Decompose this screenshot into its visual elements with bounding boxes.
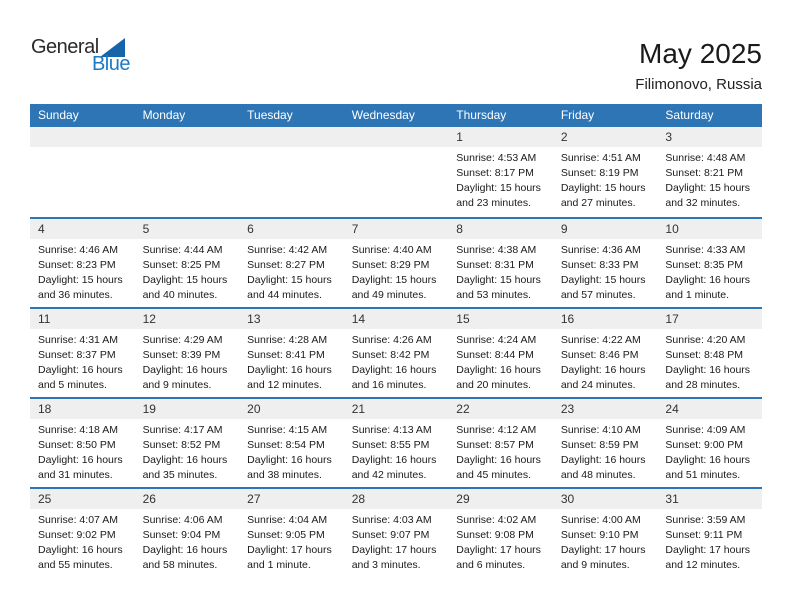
- day-detail-line: Sunset: 9:08 PM: [456, 529, 534, 541]
- day-cell: [448, 509, 553, 573]
- general-blue-logo: [31, 37, 131, 74]
- day-cell: [239, 509, 344, 573]
- day-details-band: [30, 419, 762, 483]
- week-row: [30, 307, 762, 397]
- day-detail-line: and 49 minutes.: [351, 289, 427, 301]
- day-detail-line: Sunrise: 4:18 AM: [38, 424, 118, 436]
- day-number: 24: [665, 402, 679, 416]
- day-detail-line: Sunset: 8:17 PM: [456, 167, 534, 179]
- day-cell: [448, 329, 553, 393]
- day-detail-line: and 20 minutes.: [456, 379, 531, 391]
- day-cell: [657, 509, 762, 573]
- day-detail-line: Sunset: 8:23 PM: [38, 259, 116, 271]
- day-detail-line: Sunset: 8:25 PM: [142, 259, 221, 271]
- day-cell: [657, 329, 762, 393]
- day-details-band: [30, 509, 762, 573]
- day-number: 19: [142, 402, 156, 416]
- day-number: 1: [456, 130, 463, 144]
- day-detail-line: Sunrise: 4:04 AM: [247, 514, 328, 526]
- day-cell: [135, 329, 240, 393]
- day-detail-line: Daylight: 15 hours: [351, 274, 437, 286]
- day-number: 8: [456, 222, 463, 236]
- day-detail-line: Sunrise: 4:38 AM: [456, 244, 537, 256]
- day-detail-line: and 38 minutes.: [247, 469, 322, 481]
- day-number: 14: [351, 312, 366, 326]
- day-number: 22: [456, 402, 470, 416]
- day-cell: [344, 419, 449, 483]
- day-detail-line: and 1 minute.: [247, 559, 311, 571]
- day-detail-line: Sunset: 9:11 PM: [665, 529, 743, 541]
- day-detail-line: Daylight: 15 hours: [560, 182, 646, 194]
- day-cell: [344, 239, 449, 303]
- day-detail-line: Sunset: 8:48 PM: [665, 349, 744, 361]
- day-cell: [135, 419, 240, 483]
- day-detail-line: Daylight: 16 hours: [456, 454, 541, 466]
- day-cell: [553, 329, 658, 393]
- day-detail-line: Sunrise: 3:59 AM: [665, 514, 746, 526]
- day-number: 13: [247, 312, 261, 326]
- day-number: 25: [38, 492, 52, 506]
- calendar: [30, 104, 762, 577]
- day-detail-line: Daylight: 16 hours: [665, 364, 751, 376]
- day-detail-line: Daylight: 16 hours: [247, 454, 332, 466]
- day-detail-line: Sunset: 9:05 PM: [247, 529, 325, 541]
- weekday-header-friday: Friday: [560, 108, 595, 122]
- day-detail-line: Sunrise: 4:20 AM: [665, 334, 746, 346]
- weekday-header-monday: Monday: [142, 108, 186, 122]
- day-number-band: [30, 489, 762, 509]
- empty-day-number: [30, 127, 135, 147]
- day-number: 16: [560, 312, 575, 326]
- day-detail-line: Sunset: 8:37 PM: [38, 349, 116, 361]
- calendar-weeks: [30, 127, 762, 577]
- day-detail-line: and 51 minutes.: [665, 469, 741, 481]
- day-detail-line: Sunrise: 4:28 AM: [247, 334, 328, 346]
- day-detail-line: and 5 minutes.: [38, 379, 107, 391]
- day-number-band: [30, 219, 762, 239]
- day-detail-line: Sunset: 8:21 PM: [665, 167, 744, 179]
- empty-day-number: [135, 127, 240, 147]
- day-detail-line: Daylight: 16 hours: [351, 454, 437, 466]
- day-detail-line: Daylight: 17 hours: [665, 544, 751, 556]
- day-detail-line: and 1 minute.: [665, 289, 730, 301]
- day-detail-line: Sunrise: 4:48 AM: [665, 152, 746, 164]
- day-detail-line: and 12 minutes.: [665, 559, 741, 571]
- day-number-band: [30, 399, 762, 419]
- day-detail-line: and 12 minutes.: [247, 379, 322, 391]
- day-detail-line: Sunrise: 4:02 AM: [456, 514, 537, 526]
- day-number: 2: [560, 130, 568, 144]
- day-detail-line: Sunrise: 4:15 AM: [247, 424, 328, 436]
- day-detail-line: Daylight: 16 hours: [38, 454, 123, 466]
- day-cell: [30, 329, 135, 393]
- day-detail-line: Sunset: 8:39 PM: [142, 349, 221, 361]
- day-detail-line: Daylight: 17 hours: [351, 544, 437, 556]
- day-detail-line: Sunrise: 4:09 AM: [665, 424, 746, 436]
- day-detail-line: and 3 minutes.: [351, 559, 421, 571]
- day-detail-line: and 16 minutes.: [351, 379, 427, 391]
- day-detail-line: and 23 minutes.: [456, 197, 531, 209]
- day-cell: [448, 147, 553, 211]
- day-detail-line: and 35 minutes.: [142, 469, 218, 481]
- day-number: 9: [560, 222, 568, 236]
- weekday-header-sunday: Sunday: [38, 108, 79, 122]
- day-number: 5: [142, 222, 150, 236]
- empty-day-cell: [344, 147, 449, 211]
- day-detail-line: Daylight: 15 hours: [142, 274, 228, 286]
- day-detail-line: Daylight: 15 hours: [38, 274, 123, 286]
- day-detail-line: Daylight: 16 hours: [560, 364, 646, 376]
- day-detail-line: Daylight: 15 hours: [456, 274, 541, 286]
- day-detail-line: Daylight: 15 hours: [247, 274, 332, 286]
- day-detail-line: and 55 minutes.: [38, 559, 113, 571]
- day-detail-line: Daylight: 16 hours: [665, 454, 751, 466]
- day-detail-line: Sunrise: 4:06 AM: [142, 514, 223, 526]
- empty-day-cell: [135, 147, 240, 211]
- day-detail-line: Sunset: 8:42 PM: [351, 349, 430, 361]
- day-cell: [239, 239, 344, 303]
- day-detail-line: Sunrise: 4:07 AM: [38, 514, 118, 526]
- day-number: 26: [142, 492, 156, 506]
- day-number: 18: [38, 402, 52, 416]
- day-detail-line: Sunrise: 4:24 AM: [456, 334, 537, 346]
- day-detail-line: Sunrise: 4:17 AM: [142, 424, 223, 436]
- day-detail-line: Sunrise: 4:10 AM: [560, 424, 641, 436]
- day-cell: [553, 147, 658, 211]
- day-cell: [239, 419, 344, 483]
- day-number: 20: [247, 402, 261, 416]
- day-number: 23: [560, 402, 575, 416]
- weekday-header-row: [30, 104, 762, 127]
- day-detail-line: Daylight: 16 hours: [38, 364, 123, 376]
- week-row: [30, 397, 762, 487]
- week-row: [30, 487, 762, 577]
- day-number: 6: [247, 222, 254, 236]
- weekday-header-saturday: Saturday: [665, 108, 714, 122]
- day-number: 29: [456, 492, 470, 506]
- day-number: 27: [247, 492, 261, 506]
- day-detail-line: and 32 minutes.: [665, 197, 741, 209]
- day-detail-line: and 40 minutes.: [142, 289, 218, 301]
- day-detail-line: Sunrise: 4:51 AM: [560, 152, 641, 164]
- day-details-band: [30, 239, 762, 303]
- day-number: 12: [142, 312, 156, 326]
- day-detail-line: Daylight: 16 hours: [142, 454, 228, 466]
- day-detail-line: Sunrise: 4:31 AM: [38, 334, 118, 346]
- day-number-band: [30, 127, 762, 147]
- day-detail-line: and 27 minutes.: [560, 197, 636, 209]
- day-detail-line: Sunrise: 4:29 AM: [142, 334, 223, 346]
- logo-general-text: General: [31, 36, 99, 58]
- day-detail-line: and 9 minutes.: [142, 379, 212, 391]
- day-cell: [448, 419, 553, 483]
- day-detail-line: Sunrise: 4:12 AM: [456, 424, 537, 436]
- day-cell: [657, 419, 762, 483]
- day-detail-line: Sunrise: 4:33 AM: [665, 244, 746, 256]
- day-details-band: [30, 147, 762, 211]
- day-detail-line: Daylight: 16 hours: [560, 454, 646, 466]
- day-detail-line: Sunrise: 4:00 AM: [560, 514, 641, 526]
- day-number: 10: [665, 222, 679, 236]
- day-detail-line: Sunset: 8:29 PM: [351, 259, 430, 271]
- day-detail-line: and 9 minutes.: [560, 559, 630, 571]
- day-cell: [553, 419, 658, 483]
- day-number: 30: [560, 492, 575, 506]
- title-block: [635, 38, 762, 94]
- day-cell: [657, 147, 762, 211]
- day-cell: [657, 239, 762, 303]
- day-detail-line: Sunset: 9:02 PM: [38, 529, 116, 541]
- week-row: [30, 217, 762, 307]
- day-detail-line: and 53 minutes.: [456, 289, 531, 301]
- logo-blue-text: Blue: [91, 53, 130, 75]
- day-detail-line: Sunset: 8:54 PM: [247, 439, 325, 451]
- day-detail-line: Sunset: 8:44 PM: [456, 349, 534, 361]
- day-detail-line: Daylight: 16 hours: [142, 364, 228, 376]
- day-detail-line: Sunset: 8:41 PM: [247, 349, 325, 361]
- day-detail-line: and 42 minutes.: [351, 469, 427, 481]
- day-detail-line: Daylight: 15 hours: [665, 182, 751, 194]
- day-cell: [553, 239, 658, 303]
- day-number: 17: [665, 312, 679, 326]
- day-detail-line: Sunset: 8:59 PM: [560, 439, 639, 451]
- day-detail-line: Sunset: 8:50 PM: [38, 439, 116, 451]
- day-number: 11: [38, 312, 51, 326]
- day-cell: [344, 509, 449, 573]
- day-detail-line: Sunrise: 4:40 AM: [351, 244, 432, 256]
- day-cell: [239, 329, 344, 393]
- day-detail-line: Sunset: 8:27 PM: [247, 259, 325, 271]
- day-detail-line: and 36 minutes.: [38, 289, 113, 301]
- day-number: 31: [665, 492, 679, 506]
- day-cell: [30, 419, 135, 483]
- day-detail-line: Sunrise: 4:36 AM: [560, 244, 641, 256]
- weekday-header-tuesday: Tuesday: [247, 108, 293, 122]
- day-detail-line: Sunset: 9:10 PM: [560, 529, 639, 541]
- day-number: 7: [351, 222, 359, 236]
- day-detail-line: and 28 minutes.: [665, 379, 741, 391]
- empty-day-number: [239, 127, 344, 147]
- day-detail-line: Sunset: 8:33 PM: [560, 259, 639, 271]
- day-detail-line: and 45 minutes.: [456, 469, 531, 481]
- day-detail-line: Daylight: 16 hours: [38, 544, 123, 556]
- day-number: 4: [38, 222, 45, 236]
- month-title: May 2025: [639, 38, 762, 69]
- day-detail-line: Sunset: 8:19 PM: [560, 167, 639, 179]
- day-detail-line: Sunset: 8:52 PM: [142, 439, 221, 451]
- day-cell: [344, 329, 449, 393]
- day-detail-line: Daylight: 16 hours: [456, 364, 541, 376]
- day-number: 28: [351, 492, 366, 506]
- day-detail-line: Sunrise: 4:03 AM: [351, 514, 432, 526]
- day-cell: [135, 239, 240, 303]
- day-detail-line: Daylight: 15 hours: [560, 274, 646, 286]
- day-detail-line: and 6 minutes.: [456, 559, 526, 571]
- day-detail-line: Sunrise: 4:26 AM: [351, 334, 432, 346]
- day-detail-line: and 31 minutes.: [38, 469, 113, 481]
- week-row: [30, 127, 762, 217]
- day-cell: [135, 509, 240, 573]
- day-detail-line: Sunset: 8:57 PM: [456, 439, 534, 451]
- day-detail-line: Sunset: 8:35 PM: [665, 259, 744, 271]
- day-detail-line: Sunrise: 4:44 AM: [142, 244, 223, 256]
- day-detail-line: Sunrise: 4:46 AM: [38, 244, 118, 256]
- day-detail-line: Sunrise: 4:13 AM: [351, 424, 432, 436]
- day-number: 21: [351, 402, 366, 416]
- day-detail-line: Sunset: 9:07 PM: [351, 529, 430, 541]
- empty-day-cell: [239, 147, 344, 211]
- day-detail-line: Sunrise: 4:53 AM: [456, 152, 537, 164]
- day-detail-line: Sunset: 8:46 PM: [560, 349, 639, 361]
- day-detail-line: Daylight: 17 hours: [247, 544, 332, 556]
- day-detail-line: Daylight: 16 hours: [142, 544, 228, 556]
- day-detail-line: Daylight: 16 hours: [351, 364, 437, 376]
- day-detail-line: Sunrise: 4:22 AM: [560, 334, 641, 346]
- day-number: 3: [665, 130, 673, 144]
- weekday-header-thursday: Thursday: [456, 108, 507, 122]
- day-detail-line: and 48 minutes.: [560, 469, 636, 481]
- day-number: 15: [456, 312, 470, 326]
- day-cell: [553, 509, 658, 573]
- day-detail-line: and 57 minutes.: [560, 289, 636, 301]
- day-detail-line: Sunset: 8:55 PM: [351, 439, 430, 451]
- day-number-band: [30, 309, 762, 329]
- day-detail-line: Sunrise: 4:42 AM: [247, 244, 328, 256]
- day-detail-line: Sunset: 9:00 PM: [665, 439, 744, 451]
- day-detail-line: Daylight: 16 hours: [665, 274, 751, 286]
- location-subtitle: Filimonovo, Russia: [635, 76, 762, 93]
- day-detail-line: and 58 minutes.: [142, 559, 218, 571]
- day-detail-line: Daylight: 15 hours: [456, 182, 541, 194]
- day-details-band: [30, 329, 762, 393]
- empty-day-number: [344, 127, 449, 147]
- day-detail-line: Daylight: 17 hours: [456, 544, 541, 556]
- day-detail-line: Daylight: 17 hours: [560, 544, 646, 556]
- day-detail-line: and 24 minutes.: [560, 379, 636, 391]
- day-cell: [448, 239, 553, 303]
- day-detail-line: Sunset: 8:31 PM: [456, 259, 534, 271]
- day-cell: [30, 239, 135, 303]
- day-detail-line: Daylight: 16 hours: [247, 364, 332, 376]
- day-detail-line: and 44 minutes.: [247, 289, 322, 301]
- empty-day-cell: [30, 147, 135, 211]
- day-detail-line: Sunset: 9:04 PM: [142, 529, 221, 541]
- weekday-header-wednesday: Wednesday: [351, 108, 415, 122]
- day-cell: [30, 509, 135, 573]
